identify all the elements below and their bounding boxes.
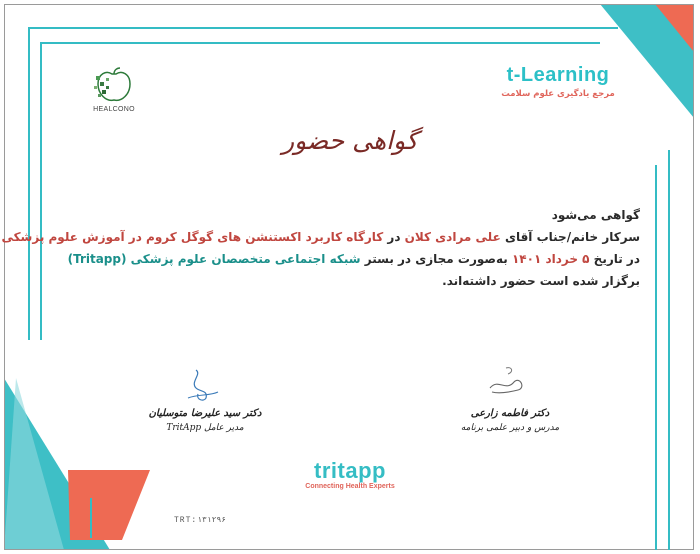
tlearning-tagline: مرجع یادگیری علوم سلامت	[501, 89, 615, 99]
workshop-date: ۵ خرداد ۱۴۰۱	[511, 252, 590, 266]
body-line-4: برگزار شده است حضور داشته‌اند.	[442, 274, 640, 288]
right-signer-role: مدرس و دبیر علمی برنامه	[460, 423, 560, 433]
border-line	[655, 165, 657, 550]
border-line	[90, 498, 92, 538]
tlearning-brand: t-Learning	[506, 64, 610, 86]
body-line-2	[1, 226, 640, 248]
border-line	[28, 27, 618, 29]
healcono-logo	[84, 66, 144, 122]
border-line	[40, 42, 42, 340]
left-signer-name: دکتر سید علیرضا متوسلیان	[148, 408, 262, 419]
left-signer-role: مدیر عامل TritApp	[166, 423, 244, 433]
workshop-title: کارگاه کاربرد اکستنشن های گوگل کروم در آموزش علوم پزشکی	[1, 230, 384, 244]
line3-prefix: در تاریخ	[589, 252, 640, 266]
right-signature-block	[440, 408, 580, 433]
tlearning-logo	[488, 64, 628, 99]
line2-middle: در	[383, 230, 405, 244]
body-line-3	[56, 248, 640, 270]
body-line-1: گواهی می‌شود	[551, 208, 640, 222]
healcono-text: HEALCONO	[93, 106, 135, 113]
right-signer-name: دکتر فاطمه زارعی	[470, 408, 550, 419]
border-line	[28, 27, 30, 340]
tritapp-brand: tritapp	[314, 458, 386, 483]
right-signature-scribble	[484, 364, 534, 400]
certificate-body	[1, 204, 640, 292]
platform-name: شبکه اجتماعی متخصصان علوم پزشکی (Tritapp)	[67, 252, 361, 266]
certificate-title: گواهی حضور	[282, 126, 418, 155]
left-signature-scribble	[182, 368, 222, 404]
recipient-name: علی مرادی کلان	[404, 230, 501, 244]
tritapp-logo	[282, 458, 418, 490]
border-line	[40, 42, 600, 44]
healcono-apple-icon	[84, 66, 144, 106]
line2-prefix: سرکار خانم/جناب آقای	[500, 230, 640, 244]
border-line	[668, 150, 670, 550]
certificate-code: TRT:۱۳۱۲۹۶	[174, 516, 227, 525]
tritapp-tagline: Connecting Health Experts	[305, 483, 395, 490]
left-signature-block	[140, 408, 270, 433]
line3-middle: به‌صورت مجازی در بستر	[360, 252, 512, 266]
